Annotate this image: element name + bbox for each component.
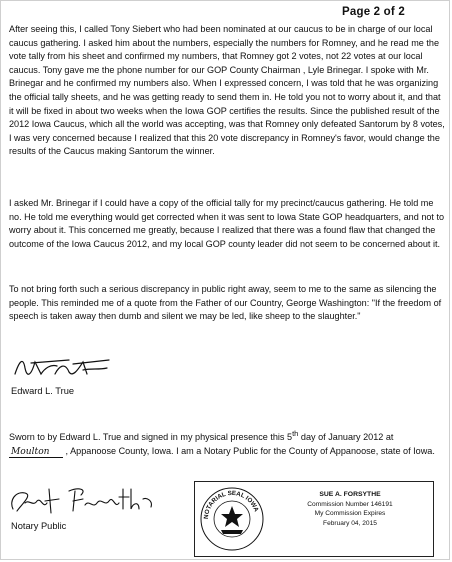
paragraph-tally-request: I asked Mr. Brinegar if I could have a copy of the official tally for my precinct/caucus gathering. He told me no. He told me everything would get corrected when it was sent to Iowa State GOP headquarters, and not to worry about it. This concerned me greatly, because I realized that there was a found flaw that changed the outcome of the Iowa Caucus 2012, and my local GOP county leader did not seem to be concerned about it.: [9, 198, 445, 249]
seal-notary-name: SUE A. FORSYTHE: [319, 491, 381, 498]
signer-name: Edward L. True: [11, 386, 75, 396]
sworn-text-3: , Appanoose County, Iowa. I am a Notary Public for the County of Appanoose, state of Iowa.: [63, 445, 435, 456]
sworn-text-1: Sworn to by Edward L. True and signed in my physical presence this 5: [9, 432, 293, 443]
notary-statement: [9, 427, 445, 458]
page-number: Page 2 of 2: [342, 6, 405, 18]
notary-signature: [7, 481, 157, 517]
notary-public-label: Notary Public: [11, 521, 67, 531]
sworn-superscript: th: [292, 429, 299, 438]
signer-signature: [11, 348, 111, 382]
notary-seal-stamp: [194, 481, 434, 557]
seal-text-block: [271, 490, 429, 528]
seal-expires-label: My Commission Expires: [314, 510, 386, 517]
paragraph-washington-quote: To not bring forth such a serious discrepancy in public right away, seem to me to the same as silencing the people. This reminded me of a quote from the Father of our Country, George Washington: "If the freedom of speech is taken away then dumb and silent we may be led, like sheep to the slaughter.": [9, 284, 442, 322]
seal-expires-date: February 04, 2015: [323, 519, 377, 527]
sworn-text-2: day of January 2012 at: [298, 432, 394, 443]
seal-commission-number: Commission Number 146191: [307, 500, 393, 508]
paragraph-phone-call: After seeing this, I called Tony Siebert who had been nominated at our caucus to be in charge of our local caucus gathering. I asked him about the numbers, especially the numbers for Romney, and he read me the vote tally from his sheet and confirmed my numbers, that Romney got 2 votes, not 22 votes at our local caucus. Tony gave me the phone number for our GOP County Chairman , Lyle Brinegar. I spoke with Mr. Brinegar and he confirmed my numbers also. When I expressed concern, I was told that he was organizing the official tally sheets, and he was getting ready to send them in. He told you not to worry about it, and that it will be fixed in about two weeks when the Iowa GOP certifies the results. Since the published result of the 2012 Iowa Caucus, which all the world was accepting, was that Romney only defeated Santorum by 8 votes, I was very concerned because I realized that this 20 vote discrepancy in Romney's favor, would change the results of the Caucus making Santorum the winner.: [9, 24, 445, 157]
handwritten-town: Moulton: [9, 447, 63, 458]
notarial-seal-emblem: [199, 486, 265, 552]
seal-ring-text: NOTARIAL SEAL IOWA: [202, 489, 260, 520]
